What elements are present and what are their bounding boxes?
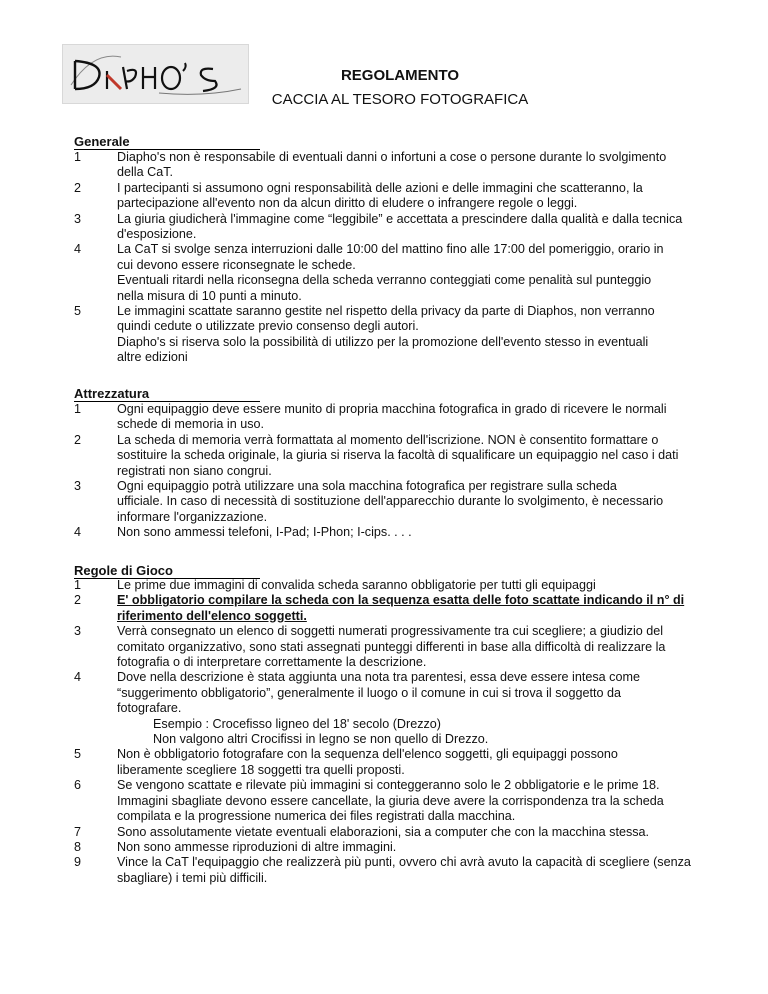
item-text-line: Immagini sbagliate devono essere cancellate, la giuria deve avere la corrispondenza tra la scheda <box>117 793 664 808</box>
example-line: Non valgono altri Crocifissi in legno se non quello di Drezzo. <box>153 732 489 747</box>
item-number: 3 <box>74 211 82 226</box>
item-number: 2 <box>74 593 82 608</box>
item-text-line: Le prime due immagini di convalida scheda saranno obbligatorie per tutti gli equipaggi <box>117 578 596 592</box>
item-text-line: La scheda di memoria verrà formattata al momento dell'iscrizione. NON è consentito formattare o <box>117 432 659 447</box>
item-number: 1 <box>74 578 82 592</box>
item-text-line: comitato organizzativo, sono stati assegnati punteggi differenti in base alla difficoltà di realizzare la <box>117 639 666 654</box>
item-number: 2 <box>74 432 82 447</box>
item-text-line: Ogni equipaggio deve essere munito di propria macchina fotografica in grado di ricevere le normali <box>117 402 667 416</box>
item-number: 5 <box>74 747 82 762</box>
section-heading-attrezzatura: Attrezzatura <box>74 386 260 402</box>
item-text-line: La giuria giudicherà l'immagine come “leggibile” e accettata a prescindere dalla qualità e dalla tecnica <box>117 211 683 226</box>
item-number: 4 <box>74 242 82 257</box>
item-number: 3 <box>74 624 82 639</box>
list-item <box>74 304 714 366</box>
list-item <box>74 578 714 593</box>
item-text-line: schede di memoria in uso. <box>117 417 264 432</box>
list-item <box>74 670 714 747</box>
list-item <box>74 181 714 212</box>
item-text-line: Sono assolutamente vietate eventuali elaborazioni, sia a computer che con la macchina stessa. <box>117 824 650 839</box>
item-text-line: Se vengono scattate e rilevate più immagini si conteggeranno solo le 2 obbligatorie e le prime 18. <box>117 778 660 793</box>
item-text-line: Vince la CaT l'equipaggio che realizzerà più punti, ovvero chi avrà avuto la capacità di scegliere (senza <box>117 855 691 870</box>
item-text-line: La CaT si svolge senza interruzioni dalle 10:00 del mattino fino alle 17:00 del pomeriggio, orario in <box>117 242 664 257</box>
item-text-line: cui devono essere riconsegnate le schede. <box>117 257 356 272</box>
list-item <box>74 855 714 886</box>
section-heading-regole-di-gioco: Regole di Gioco <box>74 563 260 579</box>
section-list-generale <box>74 150 714 366</box>
item-text-line: liberamente scegliere 18 soggetti tra quelli proposti. <box>117 762 405 777</box>
item-text-line: sostituire la scheda originale, la giuria si riserva la facoltà di squalificare un equipaggio nel caso i dati <box>117 448 679 463</box>
list-item <box>74 624 714 670</box>
list-item <box>74 479 714 525</box>
document-title: REGOLAMENTO <box>340 67 460 84</box>
item-text-line: Non sono ammesse riproduzioni di altre immagini. <box>117 839 397 854</box>
item-text-line: d'esposizione. <box>117 227 197 242</box>
item-text-line: compilata e la progressione numerica dei files registrati dalla macchina. <box>117 809 516 824</box>
item-number: 2 <box>74 180 82 195</box>
item-number: 6 <box>74 778 82 793</box>
item-text-line: Verrà consegnato un elenco di soggetti numerati progressivamente tra cui scegliere; a giudizio del <box>117 624 664 639</box>
list-item <box>74 840 714 855</box>
item-text-line: altre edizioni <box>117 350 188 365</box>
list-item <box>74 747 714 778</box>
list-item <box>74 778 714 824</box>
item-text-line: nella misura di 10 punti a minuto. <box>117 288 302 303</box>
document-subtitle: CACCIA AL TESORO FOTOGRAFICA <box>271 91 529 108</box>
item-number: 4 <box>74 670 82 685</box>
item-text-line: Ogni equipaggio potrà utilizzare una sola macchina fotografica per registrare sulla scheda <box>117 479 617 494</box>
list-item <box>74 242 714 304</box>
example-line: Esempio : Crocefisso ligneo del 18' secolo (Drezzo) <box>153 716 441 731</box>
list-item <box>74 593 714 624</box>
item-text-line: sbagliare) i temi più difficili. <box>117 870 268 885</box>
list-item <box>74 150 714 181</box>
item-text-line: fotografia o di interpretare correttamente la descrizione. <box>117 655 427 670</box>
item-text-line: I partecipanti si assumono ogni responsabilità delle azioni e delle immagini che scatteranno, la <box>117 180 643 195</box>
section-heading-generale: Generale <box>74 134 260 150</box>
list-item <box>74 825 714 840</box>
list-item <box>74 402 714 433</box>
item-number: 7 <box>74 824 82 839</box>
list-item <box>74 212 714 243</box>
item-number: 1 <box>74 150 82 164</box>
item-text-line: informare l'organizzazione. <box>117 509 268 524</box>
item-text-line: della CaT. <box>117 165 174 180</box>
item-text-line: fotografare. <box>117 701 182 716</box>
item-text-line: Diapho's si riserva solo la possibilità di utilizzo per la promozione dell'evento stesso in eventuali <box>117 334 649 349</box>
item-text-line: Eventuali ritardi nella riconsegna della scheda verranno conteggiati come penalità sul punteggio <box>117 273 652 288</box>
item-text-line: registrati non siano congrui. <box>117 463 272 478</box>
section-list-attrezzatura <box>74 402 714 541</box>
item-text-line: Non è obbligatorio fotografare con la sequenza dell'elenco soggetti, gli equipaggi possono <box>117 747 618 762</box>
item-text-line-emphasis: E' obbligatorio compilare la scheda con la sequenza esatta delle foto scattate indicando il n° di <box>117 593 685 608</box>
item-text-line: Diapho's non è responsabile di eventuali danni o infortuni a cose o persone durante lo svolgimento <box>117 150 667 164</box>
item-text-line: partecipazione all'evento non da alcun diritto di eludere o infrangere regole o leggi. <box>117 196 578 211</box>
list-item <box>74 433 714 479</box>
item-number: 4 <box>74 525 82 540</box>
list-item <box>74 525 714 540</box>
item-number: 3 <box>74 479 82 494</box>
item-text-line: Dove nella descrizione è stata aggiunta una nota tra parentesi, essa deve essere intesa come <box>117 670 640 685</box>
item-text-line: “suggerimento obbligatorio”, generalmente il luogo o il comune in cui si trova il soggetto da <box>117 685 622 700</box>
item-text-line: ufficiale. In caso di necessità di sostituzione dell'apparecchio durante lo svolgimento, è necessario <box>117 494 664 509</box>
item-text-line: quindi cedute o utilizzate previo consenso degli autori. <box>117 319 419 334</box>
section-list-regole-di-gioco <box>74 578 714 886</box>
item-number: 9 <box>74 855 82 870</box>
item-text-line: Le immagini scattate saranno gestite nel rispetto della privacy da parte di Diaphos, non verranno <box>117 304 655 319</box>
item-text-line: Non sono ammessi telefoni, I-Pad; I-Phon; I-cips. . . . <box>117 525 412 540</box>
item-text-line-emphasis: riferimento dell'elenco soggetti. <box>117 608 307 623</box>
item-number: 5 <box>74 304 82 319</box>
item-number: 8 <box>74 839 82 854</box>
item-number: 1 <box>74 402 82 416</box>
